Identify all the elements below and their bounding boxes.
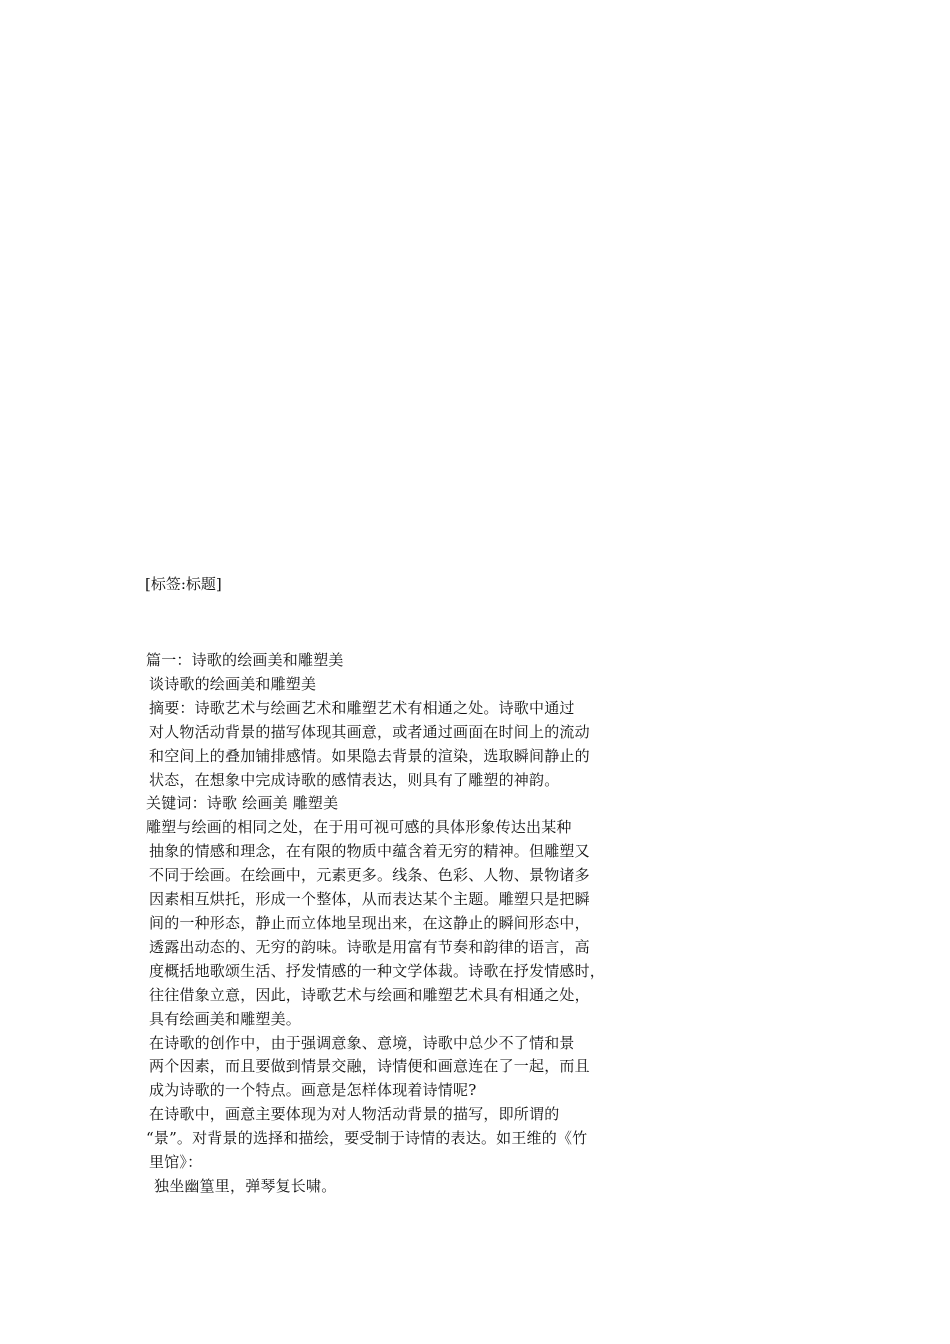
- abstract-line: 摘要：诗歌艺术与绘画艺术和雕塑艺术有相通之处。诗歌中通过: [149, 698, 575, 717]
- paragraph-line: 两个因素，而且要做到情景交融，诗情便和画意连在了一起，而且: [149, 1057, 590, 1076]
- paragraph-line: 抽象的情感和理念，在有限的物质中蕴含着无穷的精神。但雕塑又: [149, 842, 590, 861]
- paragraph-line: 雕塑与绘画的相同之处，在于用可视可感的具体形象传达出某种: [146, 818, 572, 837]
- abstract-line: 对人物活动背景的描写体现其画意，或者通过画面在时间上的流动: [149, 722, 590, 741]
- article-title: 谈诗歌的绘画美和雕塑美: [149, 674, 317, 693]
- paragraph-line: 里馆》：: [149, 1153, 203, 1172]
- paragraph-line: 在诗歌中，画意主要体现为对人物活动背景的描写，即所谓的: [149, 1105, 560, 1124]
- keywords-line: 关键词：诗歌 绘画美 雕塑美: [146, 794, 339, 813]
- paragraph-line: “景”。对背景的选择和描绘，要受制于诗情的表达。如王维的《竹: [146, 1129, 588, 1148]
- paragraph-line: 间的一种形态，静止而立体地呈现出来，在这静止的瞬间形态中，: [149, 913, 590, 932]
- abstract-line: 状态，在想象中完成诗歌的感情表达，则具有了雕塑的神韵。: [149, 770, 560, 789]
- tag-label: [标签:标题]: [145, 575, 222, 593]
- poem-line: 独坐幽篁里，弹琴复长啸。: [154, 1176, 337, 1195]
- article-body: [146, 649, 666, 1199]
- paragraph-line: 透露出动态的、无穷的韵味。诗歌是用富有节奏和韵律的语言，高: [149, 937, 590, 956]
- paragraph-line: 不同于绘画。在绘画中，元素更多。线条、色彩、人物、景物诸多: [149, 866, 590, 885]
- abstract-line: 和空间上的叠加铺排感情。如果隐去背景的渲染，选取瞬间静止的: [149, 746, 590, 765]
- paragraph-line: 因素相互烘托，形成一个整体，从而表达某个主题。雕塑只是把瞬: [149, 890, 590, 909]
- paragraph-line: 成为诗歌的一个特点。画意是怎样体现着诗情呢?: [149, 1081, 477, 1100]
- paragraph-line: 在诗歌的创作中，由于强调意象、意境，诗歌中总少不了情和景: [149, 1033, 575, 1052]
- paragraph-line: 具有绘画美和雕塑美。: [149, 1009, 302, 1028]
- paragraph-line: 往往借象立意，因此，诗歌艺术与绘画和雕塑艺术具有相通之处，: [149, 985, 590, 1004]
- paragraph-line: 度概括地歌颂生活、抒发情感的一种文学体裁。诗歌在抒发情感时，: [149, 961, 606, 980]
- section-heading: 篇一：诗歌的绘画美和雕塑美: [146, 651, 344, 669]
